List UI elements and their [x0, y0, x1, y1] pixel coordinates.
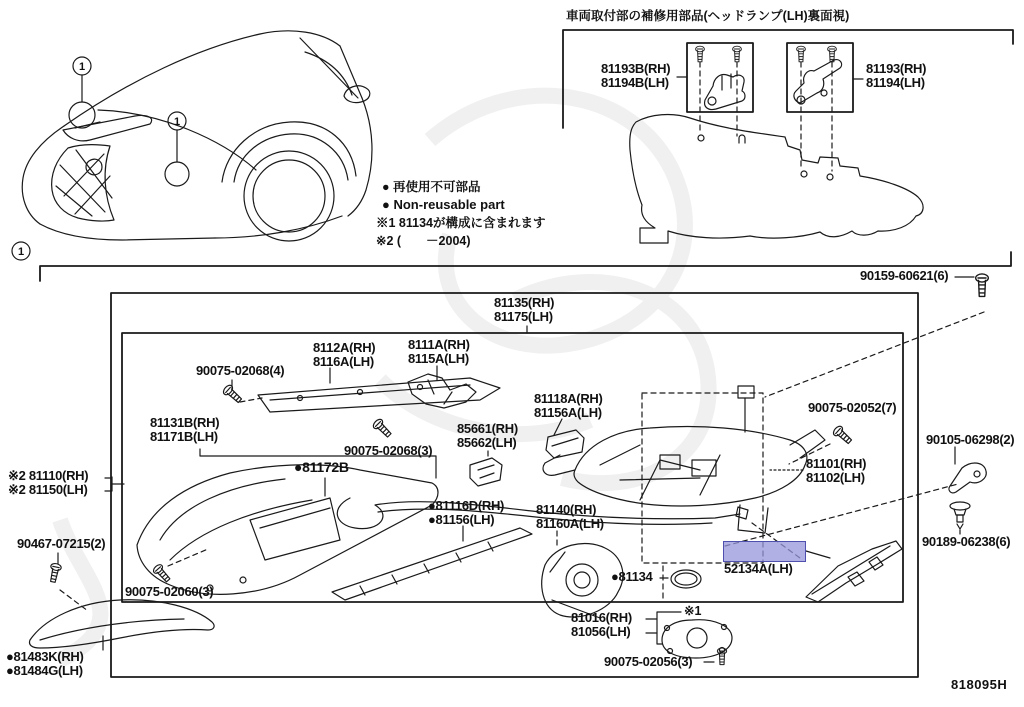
part-label-81140[interactable]: 81140(RH) 81160A(LH): [536, 502, 604, 531]
car-illustration: [22, 31, 372, 241]
part-label-90075-02052[interactable]: 90075-02052(7): [808, 400, 897, 415]
part-label-81134[interactable]: ●81134: [611, 569, 653, 584]
legend-note1: ※1 81134が構成に含まれます: [376, 216, 546, 230]
part-label-81135[interactable]: 81135(RH) 81175(LH): [494, 295, 555, 324]
part-label-81118a[interactable]: 81118A(RH) 81156A(LH): [534, 391, 603, 420]
part-label-81016[interactable]: 81016(RH) 81056(LH): [571, 610, 632, 639]
part-label-90189-06238[interactable]: 90189-06238(6): [922, 534, 1011, 549]
section-callout: [12, 242, 30, 260]
part-label-81193b[interactable]: 81193B(RH) 81194B(LH): [601, 61, 671, 90]
part-label-90075-02060[interactable]: 90075-02060(3): [125, 584, 214, 599]
part-label-90467-07215[interactable]: 90467-07215(2): [17, 536, 106, 551]
note1-reference: ※1: [684, 604, 702, 618]
highlight-selected-part-52134a[interactable]: [723, 541, 806, 562]
part-label-90075-02068-4[interactable]: 90075-02068(4): [196, 363, 285, 378]
main-frame: [111, 293, 918, 677]
part-label-81193[interactable]: 81193(RH) 81194(LH): [866, 61, 927, 90]
part-label-90075-02056[interactable]: 90075-02056(3): [604, 654, 693, 669]
part-label-8111a[interactable]: 8111A(RH) 8115A(LH): [408, 337, 470, 366]
part-label-52134a[interactable]: 52134A(LH): [724, 561, 793, 576]
car-callout-2: 1: [174, 116, 181, 128]
part-label-81101[interactable]: 81101(RH) 81102(LH): [806, 456, 867, 485]
part-label-81483k[interactable]: ●81483K(RH) ●81484G(LH): [6, 649, 84, 678]
part-label-81131b[interactable]: 81131B(RH) 81171B(LH): [150, 415, 220, 444]
repair-section-title: 車両取付部の補修用部品(ヘッドランプ(LH)裏面視): [566, 9, 850, 23]
legend-note2: ※2 ( －2004): [376, 234, 471, 248]
part-label-90159-60621[interactable]: 90159-60621(6): [860, 268, 949, 283]
svg-text:1: 1: [18, 246, 25, 258]
part-label-90075-02068-3[interactable]: 90075-02068(3): [344, 443, 433, 458]
legend-non-reusable-jp: ● 再使用不可部品: [382, 180, 481, 194]
part-label-81116d[interactable]: ●81116D(RH) ●81156(LH): [428, 498, 505, 527]
part-label-81172b[interactable]: ●81172B: [294, 459, 349, 475]
part-label-8112a[interactable]: 8112A(RH) 8116A(LH): [313, 340, 376, 369]
part-label-81110[interactable]: ※2 81110(RH) ※2 81150(LH): [8, 468, 89, 497]
part-label-85661[interactable]: 85661(RH) 85662(LH): [457, 421, 518, 450]
part-label-90105-06298[interactable]: 90105-06298(2): [926, 432, 1015, 447]
car-callout-1: 1: [79, 61, 86, 73]
legend-non-reusable-en: ● Non-reusable part: [382, 197, 505, 212]
drawing-code: 818095H: [951, 677, 1008, 692]
